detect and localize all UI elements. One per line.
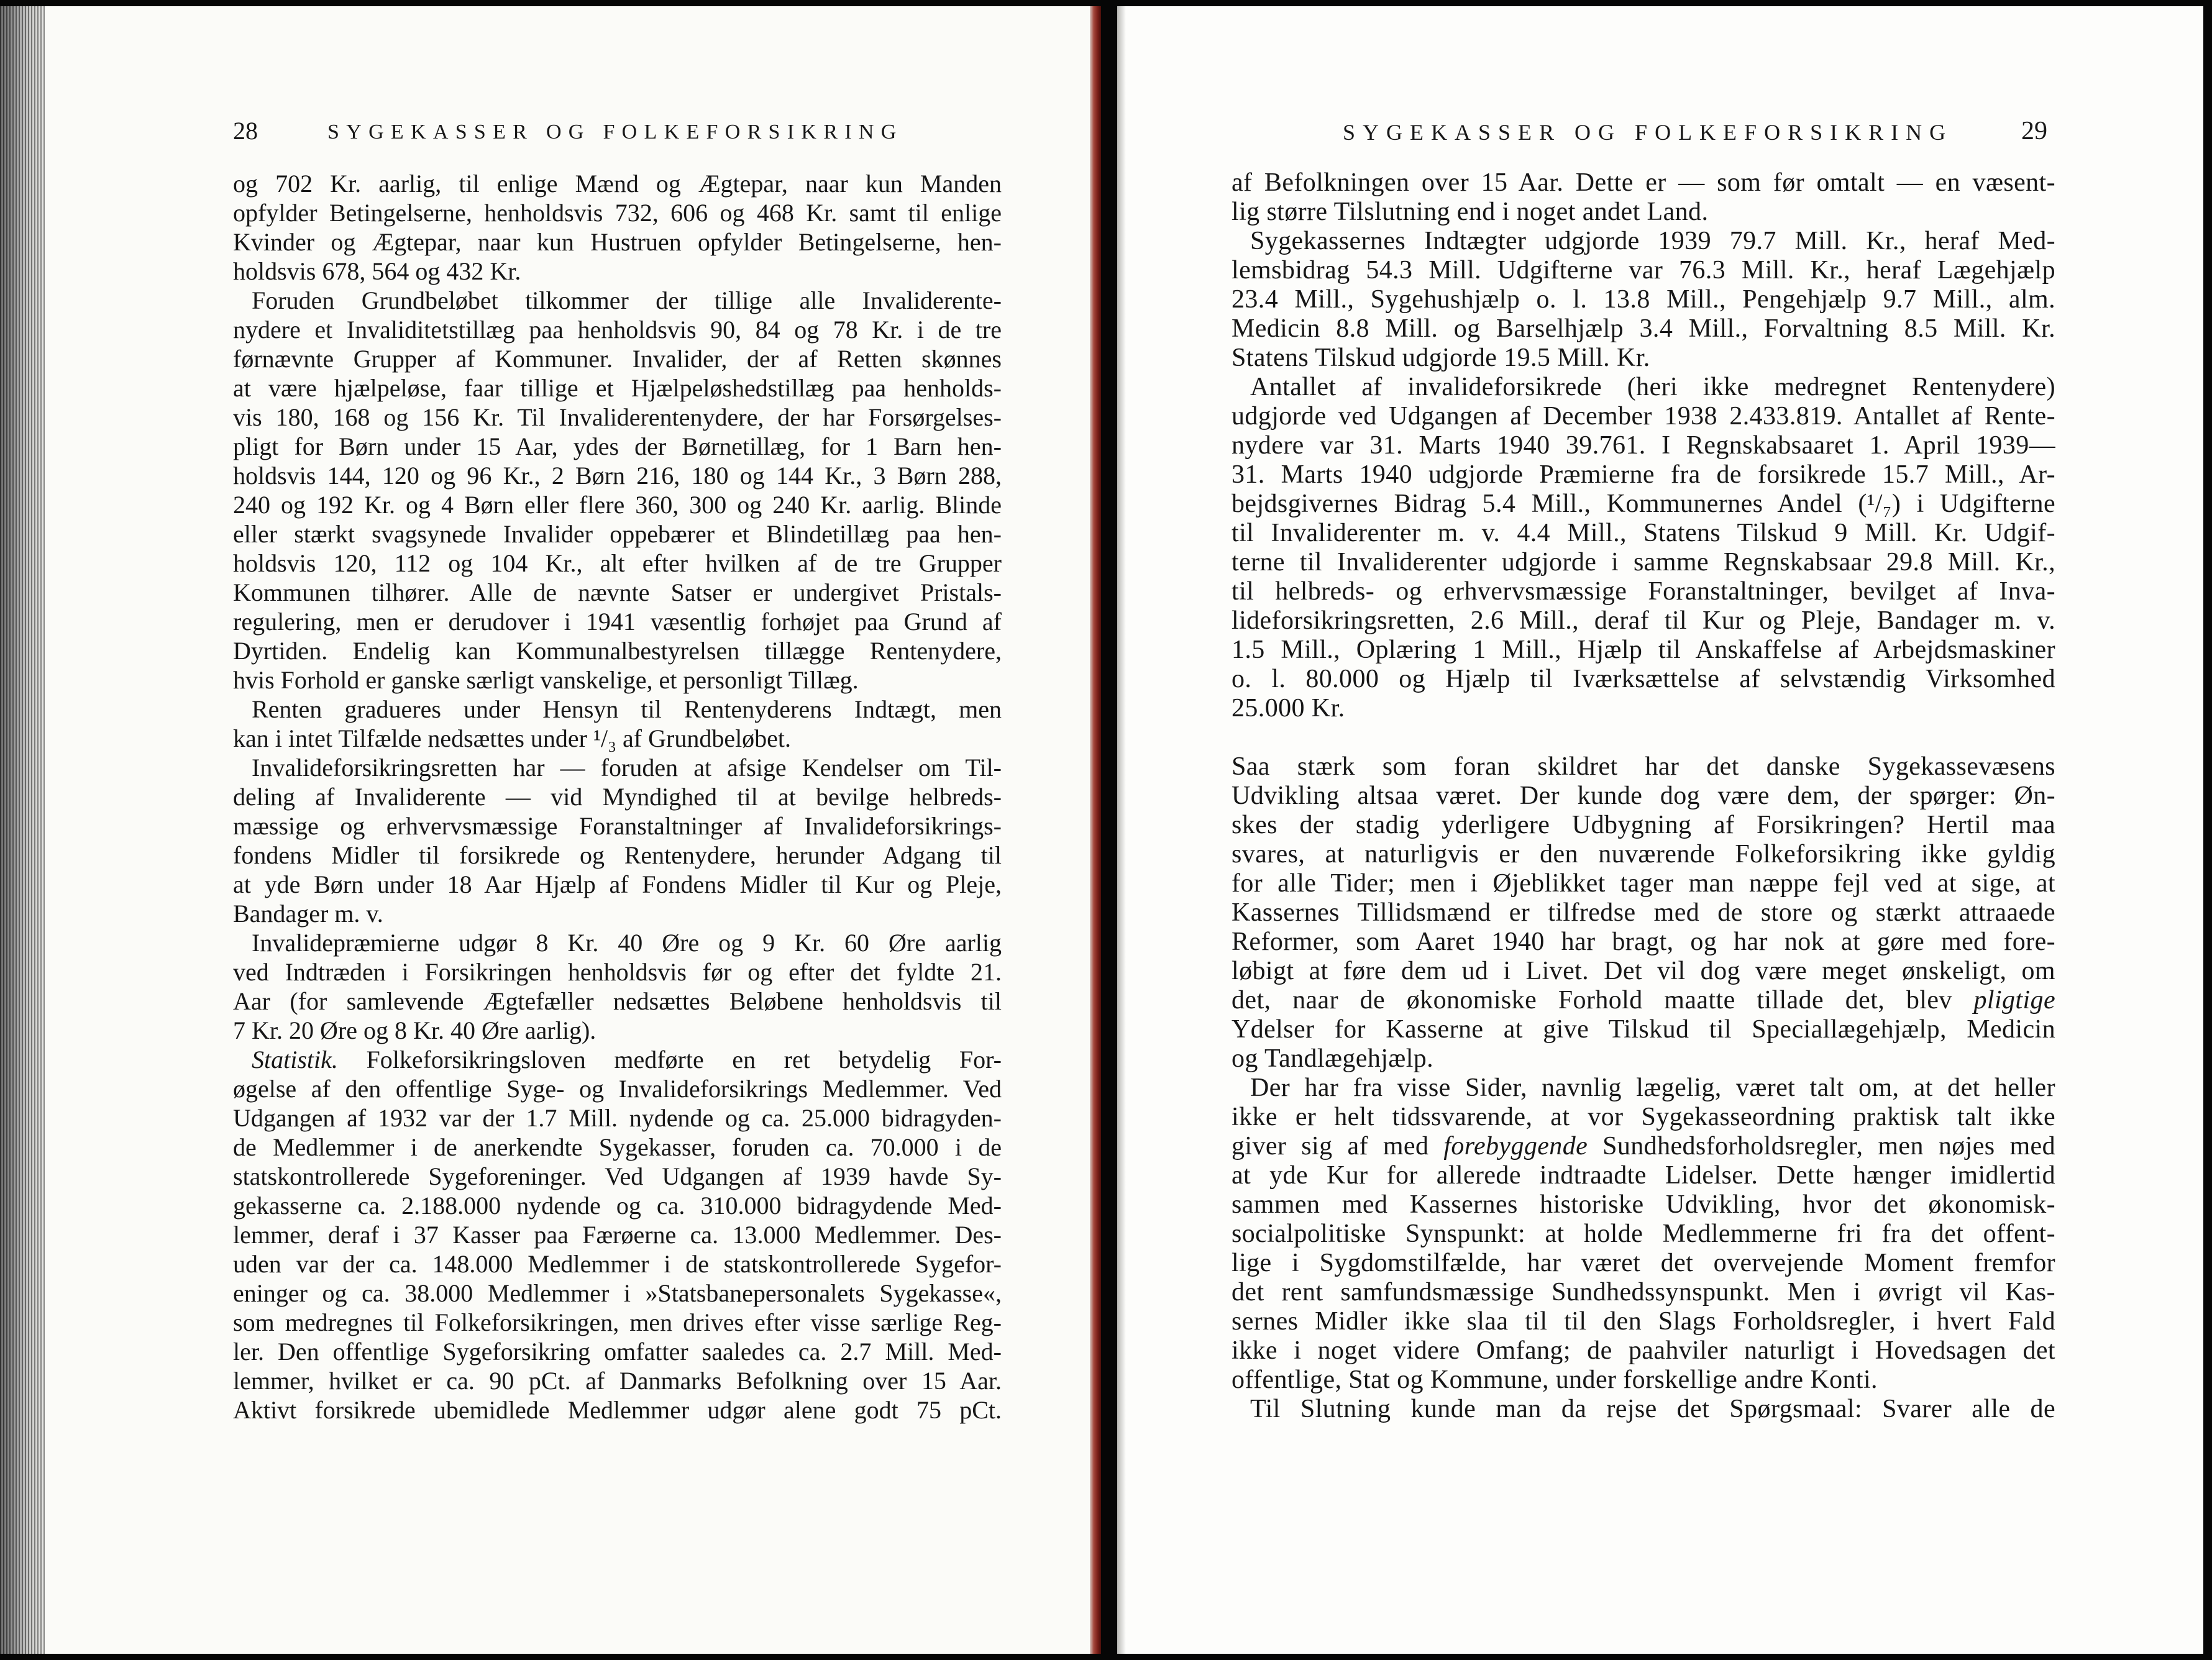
body-line: det rent samfundsmæssige Sundhedssynspunkt. Men i øvrigt vil Kas- xyxy=(1232,1278,2055,1307)
right-page xyxy=(1117,6,2203,1654)
body-line: Antallet af invalideforsikrede (heri ikke medregnet Rentenydere) xyxy=(1250,373,2055,401)
text-run: giver sig af med xyxy=(1232,1132,1444,1161)
italic-run: Statistik. xyxy=(252,1046,338,1074)
body-line: socialpolitiske Synspunkt: at holde Medlemmerne fri fra det offent- xyxy=(1232,1220,2055,1248)
body-line: lig større Tilslutning end i noget andet Land. xyxy=(1232,198,1709,226)
body-line: sernes Midler ikke slaa til til den Slags Forholdsregler, i hvert Fald xyxy=(1232,1307,2055,1336)
body-line: mæssige og erhvervsmæssige Foranstaltninger af Invalideforsikrings- xyxy=(233,812,1002,840)
body-line: Til Slutning kunde man da rejse det Spørgsmaal: Svarer alle de xyxy=(1250,1395,2055,1423)
body-line: øgelse af den offentlige Syge- og Invalideforsikrings Medlemmer. Ved xyxy=(233,1075,1002,1103)
body-line: skes der stadig yderligere Udbygning af Forsikringen? Hertil maa xyxy=(1232,811,2055,839)
body-line: pligt for Børn under 15 Aar, ydes der Børnetillæg, for 1 Barn hen- xyxy=(233,432,1002,460)
body-line: Kassernes Tillidsmænd er tilfredse med de store og stærkt attraaede xyxy=(1232,898,2055,927)
body-line: eninger og ca. 38.000 Medlemmer i »Statsbanepersonalets Sygekasse«, xyxy=(233,1279,1002,1307)
body-line: 1.5 Mill., Oplæring 1 Mill., Hjælp til Anskaffelse af Arbejdsmaskiner xyxy=(1232,636,2055,664)
body-line: uden var der ca. 148.000 Medlemmer i de statskontrollerede Sygefor- xyxy=(233,1250,1002,1278)
body-line: at yde Børn under 18 Aar Hjælp af Fondens Midler til Kur og Pleje, xyxy=(233,870,1002,898)
running-head: SYGEKASSER OG FOLKEFORSIKRING xyxy=(1343,120,1954,145)
body-line: hvis Forhold er ganske særligt vanskelige, et personligt Tillæg. xyxy=(233,666,859,694)
body-line: og 702 Kr. aarlig, til enlige Mænd og Ægtepar, naar kun Manden xyxy=(233,170,1002,198)
body-line: Aktivt forsikrede ubemidlede Medlemmer udgør alene godt 75 pCt. xyxy=(233,1396,1002,1424)
body-line: lideforsikringsretten, 2.6 Mill., deraf til Kur og Pleje, Bandager m. v. xyxy=(1232,606,2055,635)
page-number: 28 xyxy=(233,117,258,145)
body-line: terne til Invaliderenter udgjorde i samme Regnskabsaar 29.8 Mill. Kr., xyxy=(1232,548,2055,577)
body-line: lige i Sygdomstilfælde, har været det overvejende Moment fremfor xyxy=(1232,1249,2055,1277)
body-line: eller stærkt svagsynede Invalider oppebærer et Blindetillæg paa hen- xyxy=(233,520,1002,548)
body-line: at være hjælpeløse, faar tillige et Hjælpeløshedstillæg paa henholds- xyxy=(233,374,1002,402)
page-stack-edge xyxy=(0,6,45,1654)
text-run: det, naar de økonomiske Forhold maatte tillade det, blev xyxy=(1232,986,1974,1015)
body-line xyxy=(233,1045,1002,1074)
body-line: 23.4 Mill., Sygehushjælp o. l. 13.8 Mill., Pengehjælp 9.7 Mill., alm. xyxy=(1232,285,2055,314)
body-line xyxy=(1232,1132,2055,1161)
left-page xyxy=(0,6,1101,1654)
body-line: ved Indtræden i Forsikringen henholdsvis før og efter det fyldte 21. xyxy=(233,958,1002,986)
body-line: Kommunen tilhører. Alle de nævnte Satser er undergivet Pristals- xyxy=(233,578,1002,606)
body-line: 240 og 192 Kr. og 4 Børn eller flere 360, 300 og 240 Kr. aarlig. Blinde xyxy=(233,491,1002,519)
body-line xyxy=(1232,986,2055,1015)
body-line: Der har fra visse Sider, navnlig lægelig, været talt om, at det heller xyxy=(1250,1074,2055,1102)
body-line: lemsbidrag 54.3 Mill. Udgifterne var 76.3 Mill. Kr., heraf Lægehjælp xyxy=(1232,256,2055,285)
body-line: Dyrtiden. Endelig kan Kommunalbestyrelsen tillægge Rentenydere, xyxy=(233,637,1002,665)
body-line: Kvinder og Ægtepar, naar kun Hustruen opfylder Betingelserne, hen- xyxy=(233,228,1002,256)
body-line: af Befolkningen over 15 Aar. Dette er — som før omtalt — en væsent- xyxy=(1232,168,2055,197)
body-line: udgjorde ved Udgangen af December 1938 2.433.819. Antallet af Rente- xyxy=(1232,402,2055,431)
body-line: Udgangen af 1932 var der 1.7 Mill. nydende og ca. 25.000 bidragyden- xyxy=(233,1104,1002,1132)
body-line: lemmer, deraf i 37 Kasser paa Færøerne ca. 13.000 Medlemmer. Des- xyxy=(233,1221,1002,1249)
body-line: kan i intet Tilfælde nedsættes under ¹/₃ af Grundbeløbet. xyxy=(233,724,792,752)
body-line: Renten gradueres under Hensyn til Rentenyderens Indtægt, men xyxy=(252,695,1002,723)
body-line: nydere et Invaliditetstillæg paa henholdsvis 90, 84 og 78 Kr. i de tre xyxy=(233,316,1002,344)
body-line: holdsvis 120, 112 og 104 Kr., alt efter hvilken af de tre Grupper xyxy=(233,549,1002,577)
body-line: Medicin 8.8 Mill. og Barselhjælp 3.4 Mill., Forvaltning 8.5 Mill. Kr. xyxy=(1232,314,2055,343)
body-line: førnævnte Grupper af Kommuner. Invalider, der af Retten skønnes xyxy=(233,345,1002,373)
body-line: Ydelser for Kasserne at give Tilskud til Speciallægehjælp, Medicin xyxy=(1232,1015,2055,1044)
body-line: Foruden Grundbeløbet tilkommer der tillige alle Invaliderente- xyxy=(252,286,1002,314)
italic-run: forebyggende xyxy=(1443,1132,1588,1161)
body-line: opfylder Betingelserne, henholdsvis 732, 606 og 468 Kr. samt til enlige xyxy=(233,199,1002,227)
body-line: Udvikling altsaa været. Der kunde dog være dem, der spørger: Øn- xyxy=(1232,782,2055,810)
body-line: sammen med Kassernes historiske Udvikling, hvor det økonomisk- xyxy=(1232,1190,2055,1219)
body-line: gekasserne ca. 2.188.000 nydende og ca. 310.000 bidragydende Med- xyxy=(233,1192,1002,1220)
body-line: og Tandlægehjælp. xyxy=(1232,1044,1434,1073)
body-line: ikke er helt tidssvarende, at vor Sygekasseordning praktisk talt ikke xyxy=(1232,1103,2055,1131)
body-line: 25.000 Kr. xyxy=(1232,694,1345,723)
body-line: ikke i noget videre Omfang; de paahviler naturligt i Hovedsagen det xyxy=(1232,1336,2055,1365)
body-line: Sygekassernes Indtægter udgjorde 1939 79.7 Mill. Kr., heraf Med- xyxy=(1250,227,2055,255)
body-line: Bandager m. v. xyxy=(233,900,383,928)
body-text xyxy=(233,169,1002,1425)
body-line: til helbreds- og erhvervsmæssige Foranstaltninger, bevilget af Inva- xyxy=(1232,577,2055,606)
body-line: vis 180, 168 og 156 Kr. Til Invaliderentenydere, der har Forsørgelses- xyxy=(233,403,1002,431)
running-head: SYGEKASSER OG FOLKEFORSIKRING xyxy=(327,121,903,144)
body-line: Aar (for samlevende Ægtefæller nedsættes Beløbene henholdsvis til xyxy=(233,987,1002,1015)
gutter-shadow xyxy=(1117,6,1126,1654)
body-line: løbigt at føre dem ud i Livet. Det vil dog være meget ønskeligt, om xyxy=(1232,957,2055,985)
body-line: regulering, men er derudover i 1941 væsentlig forhøjet paa Grund af xyxy=(233,608,1002,636)
body-line: nydere var 31. Marts 1940 39.761. I Regnskabsaaret 1. April 1939— xyxy=(1232,431,2055,460)
italic-run: pligtige xyxy=(1973,986,2055,1015)
body-line: de Medlemmer i de anerkendte Sygekasser, foruden ca. 70.000 i de xyxy=(233,1133,1002,1161)
body-line: Invalidepræmierne udgør 8 Kr. 40 Øre og 9 Kr. 60 Øre aarlig xyxy=(252,929,1002,957)
red-page-edge xyxy=(1090,6,1101,1654)
body-line: deling af Invaliderente — vid Myndighed til at bevilge helbreds- xyxy=(233,783,1002,811)
body-line: svares, at naturligvis er den nuværende Folkeforsikring ikke gyldig xyxy=(1232,840,2055,869)
body-line: statskontrollerede Sygeforeninger. Ved Udgangen af 1939 havde Sy- xyxy=(233,1162,1002,1190)
body-line: til Invaliderenter m. v. 4.4 Mill., Statens Tilskud 9 Mill. Kr. Udgif- xyxy=(1232,519,2055,547)
text-run: Sundhedsforholdsregler, men nøjes med xyxy=(1588,1132,2055,1161)
body-line: o. l. 80.000 og Hjælp til Iværksættelse af selvstændig Virksomhed xyxy=(1232,665,2055,693)
text-run: Folkeforsikringsloven medførte en ret betydelig For- xyxy=(337,1046,1002,1074)
body-line: 7 Kr. 20 Øre og 8 Kr. 40 Øre aarlig). xyxy=(233,1016,596,1044)
page-number: 29 xyxy=(2021,117,2047,145)
body-line: holdsvis 678, 564 og 432 Kr. xyxy=(233,257,521,285)
body-text xyxy=(1232,168,2055,1424)
body-line: 31. Marts 1940 udgjorde Præmierne fra de forsikrede 15.7 Mill., Ar- xyxy=(1232,460,2055,489)
body-line: fondens Midler til forsikrede og Rentenydere, herunder Adgang til xyxy=(233,841,1002,869)
body-line: bejdsgivernes Bidrag 5.4 Mill., Kommunernes Andel (¹/₇) i Udgifterne xyxy=(1232,490,2055,518)
section-break xyxy=(1232,723,2055,752)
body-line: Saa stærk som foran skildret har det danske Sygekassevæsens xyxy=(1232,752,2055,781)
body-line: ler. Den offentlige Sygeforsikring omfatter saaledes ca. 2.7 Mill. Med- xyxy=(233,1338,1002,1366)
body-line: Reformer, som Aaret 1940 har bragt, og har nok at gøre med fore- xyxy=(1232,928,2055,956)
body-line: offentlige, Stat og Kommune, under forskellige andre Konti. xyxy=(1232,1366,1878,1394)
body-line: at yde Kur for allerede indtraadte Lidelser. Dette hænger imidlertid xyxy=(1232,1161,2055,1190)
body-line: Invalideforsikringsretten har — foruden at afsige Kendelser om Til- xyxy=(252,754,1002,782)
body-line: holdsvis 144, 120 og 96 Kr., 2 Børn 216, 180 og 144 Kr., 3 Børn 288, xyxy=(233,462,1002,490)
body-line: Statens Tilskud udgjorde 19.5 Mill. Kr. xyxy=(1232,344,1650,372)
body-line: som medregnes til Folkeforsikringen, men drives efter visse særlige Reg- xyxy=(233,1308,1002,1336)
body-line: for alle Tider; men i Øjeblikket tager man næppe fejl ved at sige, at xyxy=(1232,869,2055,898)
body-line: lemmer, hvilket er ca. 90 pCt. af Danmarks Befolkning over 15 Aar. xyxy=(233,1367,1002,1395)
